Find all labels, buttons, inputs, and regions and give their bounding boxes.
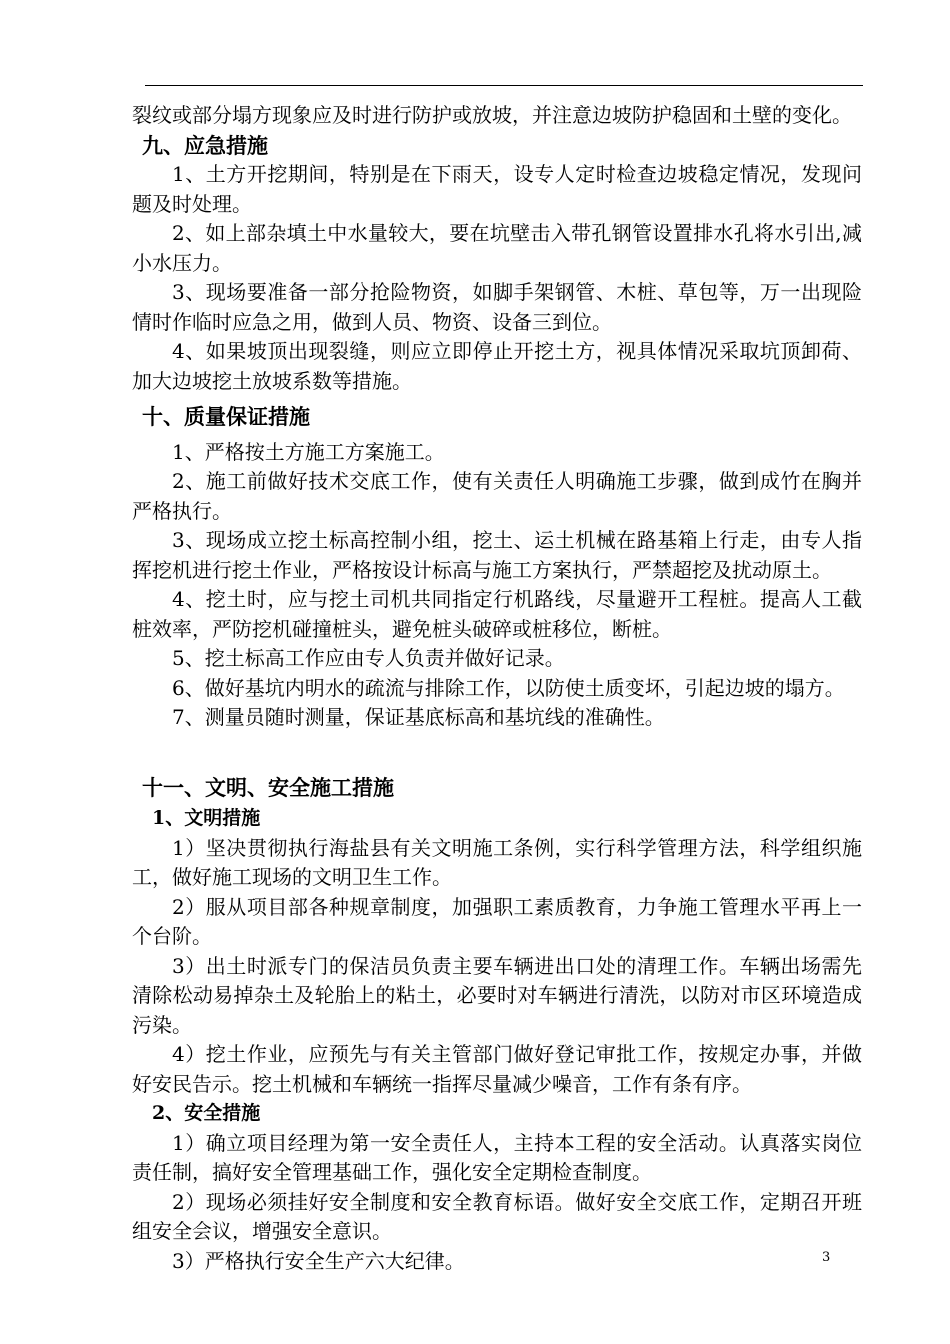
section-11-sub1-item-3: 3）出土时派专门的保洁员负责主要车辆进出口处的清理工作。车辆出场需先清除松动易掉杂土及轮胎上的粘土，必要时对车辆进行清洗，以防对市区环境造成污染。 [132,953,862,1037]
section-11-sub2-item-2: 2）现场必须挂好安全制度和安全教育标语。做好安全交底工作，定期召开班组安全会议，增强安全意识。 [132,1189,862,1243]
section-10-item-6: 6、做好基坑内明水的疏流与排除工作，以防使土质变坏，引起边坡的塌方。 [172,675,845,700]
section-10-item-4: 4、挖土时，应与挖土司机共同指定行机路线，尽量避开工程桩。提高人工截桩效率，严防挖机碰撞桩头，避免桩头破碎或桩移位，断桩。 [132,587,862,641]
section-spacer [132,733,862,765]
intro-paragraph: 裂纹或部分塌方现象应及时进行防护或放坡，并注意边坡防护稳固和土壁的变化。 [132,103,852,127]
section-11-sub1-item-2: 2）服从项目部各种规章制度，加强职工素质教育，力争施工管理水平再上一个台阶。 [132,894,862,948]
document-page [132,101,862,1276]
section-9-item-2: 2、如上部杂填土中水量较大，要在坑壁击入带孔钢管设置排水孔将水引出,减小水压力。 [132,221,862,275]
section-9-item-1: 1、土方开挖期间，特别是在下雨天，设专人定时检查边坡稳定情况，发现问题及时处理。 [132,162,862,216]
section-11-sub1-item-4: 4）挖土作业，应预先与有关主管部门做好登记审批工作，按规定办事，并做好安民告示。挖土机械和车辆统一指挥尽量减少噪音，工作有条有序。 [132,1042,862,1096]
section-11-sub1-item-1: 1）坚决贯彻执行海盐县有关文明施工条例，实行科学管理方法，科学组织施工，做好施工现场的文明卫生工作。 [132,835,862,889]
section-10-item-1: 1、严格按土方施工方案施工。 [172,439,445,464]
section-10-item-5: 5、挖土标高工作应由专人负责并做好记录。 [172,646,565,670]
section-10-item-2: 2、施工前做好技术交底工作，使有关责任人明确施工步骤，做到成竹在胸并严格执行。 [132,469,862,523]
section-11-sub2-item-3: 3）严格执行安全生产六大纪律。 [172,1248,465,1273]
section-11-heading: 十一、文明、安全施工措施 [142,774,394,800]
section-11-sub1-heading: 1、文明措施 [152,807,261,829]
section-10-item-3: 3、现场成立挖土标高控制小组，挖土、运土机械在路基箱上行走，由专人指挥挖机进行挖土作业，严格按设计标高与施工方案执行，严禁超挖及扰动原土。 [132,528,862,582]
section-11-sub2-heading: 2、安全措施 [152,1102,261,1124]
section-9-heading: 九、应急措施 [142,132,268,158]
section-10-heading: 十、质量保证措施 [142,404,310,429]
section-10-item-7: 7、测量员随时测量，保证基底标高和基坑线的准确性。 [172,705,665,729]
page-number: 3 [822,1250,831,1265]
section-9-item-3: 3、现场要准备一部分抢险物资，如脚手架钢管、木桩、草包等，万一出现险情时作临时应急之用，做到人员、物资、设备三到位。 [132,280,862,334]
header-rule [145,85,863,86]
section-11-sub2-item-1: 1）确立项目经理为第一安全责任人，主持本工程的安全活动。认真落实岗位责任制，搞好安全管理基础工作，强化安全定期检查制度。 [132,1130,862,1184]
section-9-item-4: 4、如果坡顶出现裂缝，则应立即停止开挖土方，视具体情况采取坑顶卸荷、加大边坡挖土放坡系数等措施。 [132,339,862,393]
